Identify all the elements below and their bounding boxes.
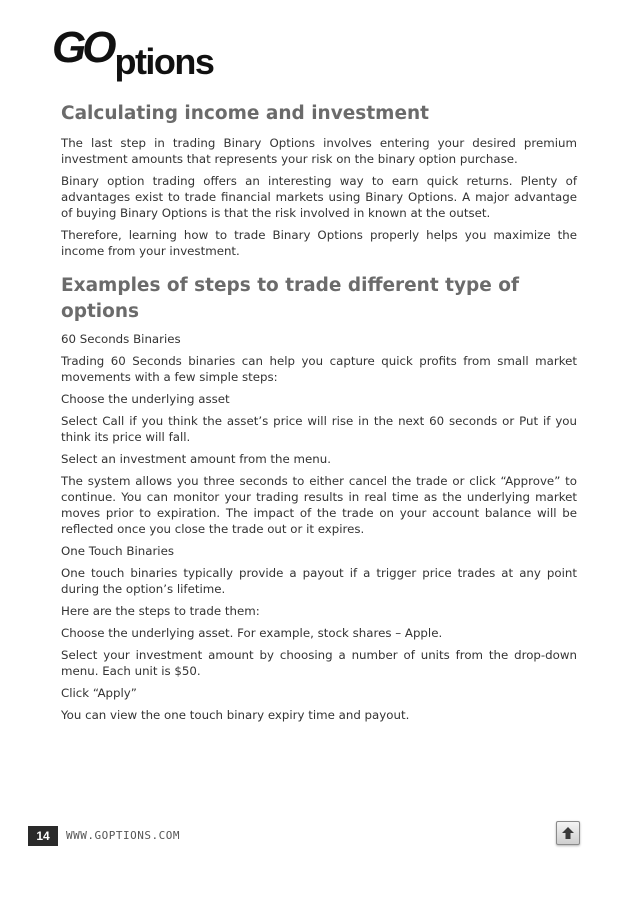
paragraph: Select an investment amount from the menu. — [61, 452, 331, 466]
paragraph: Select your investment amount by choosing a number of units from the drop-down menu. Each unit is $50. — [61, 648, 577, 678]
paragraph: 60 Seconds Binaries — [61, 332, 181, 346]
arrow-up-icon — [561, 826, 575, 840]
section-heading-examples: Examples of steps to trade different type of options — [61, 275, 520, 322]
paragraph: Trading 60 Seconds binaries can help you capture quick profits from small market movements with a few simple steps: — [61, 354, 577, 384]
paragraph: You can view the one touch binary expiry time and payout. — [61, 708, 410, 722]
paragraph: Choose the underlying asset. For example, stock shares – Apple. — [61, 626, 443, 640]
paragraph: Therefore, learning how to trade Binary Options properly helps you maximize the income from your investment. — [61, 228, 577, 258]
section-heading-income: Calculating income and investment — [61, 103, 430, 124]
logo-ptions-text: ptions — [114, 41, 214, 82]
footer-website-link[interactable]: WWW.GOPTIONS.COM — [66, 829, 180, 842]
paragraph: One Touch Binaries — [61, 544, 174, 558]
logo-go-text: GO — [52, 23, 113, 72]
paragraph: Choose the underlying asset — [61, 392, 230, 406]
paragraph: Select Call if you think the asset’s price will rise in the next 60 seconds or Put if you think its price will fall. — [61, 414, 577, 444]
goptions-logo — [52, 22, 214, 82]
paragraph: Binary option trading offers an interesting way to earn quick returns. Plenty of advantages exist to trade financial markets using Binary Options. A major advantage of buying Binary Options is that the risk involved in known at the outset. — [61, 174, 577, 220]
paragraph: Click “Apply” — [61, 686, 137, 700]
scroll-to-top-button[interactable] — [556, 821, 580, 845]
paragraph: Here are the steps to trade them: — [61, 604, 260, 618]
page-content — [61, 101, 577, 729]
paragraph: One touch binaries typically provide a payout if a trigger price trades at any point during the option’s lifetime. — [61, 566, 577, 596]
paragraph: The last step in trading Binary Options involves entering your desired premium investment amounts that represents your risk on the binary option purchase. — [61, 136, 577, 166]
paragraph: The system allows you three seconds to either cancel the trade or click “Approve” to continue. You can monitor your trading results in real time as the underlying market moves prior to expiration. The impact of the trade on your account balance will be reflected once you close the trade out or it expires. — [61, 474, 577, 536]
page-number: 14 — [28, 826, 58, 846]
